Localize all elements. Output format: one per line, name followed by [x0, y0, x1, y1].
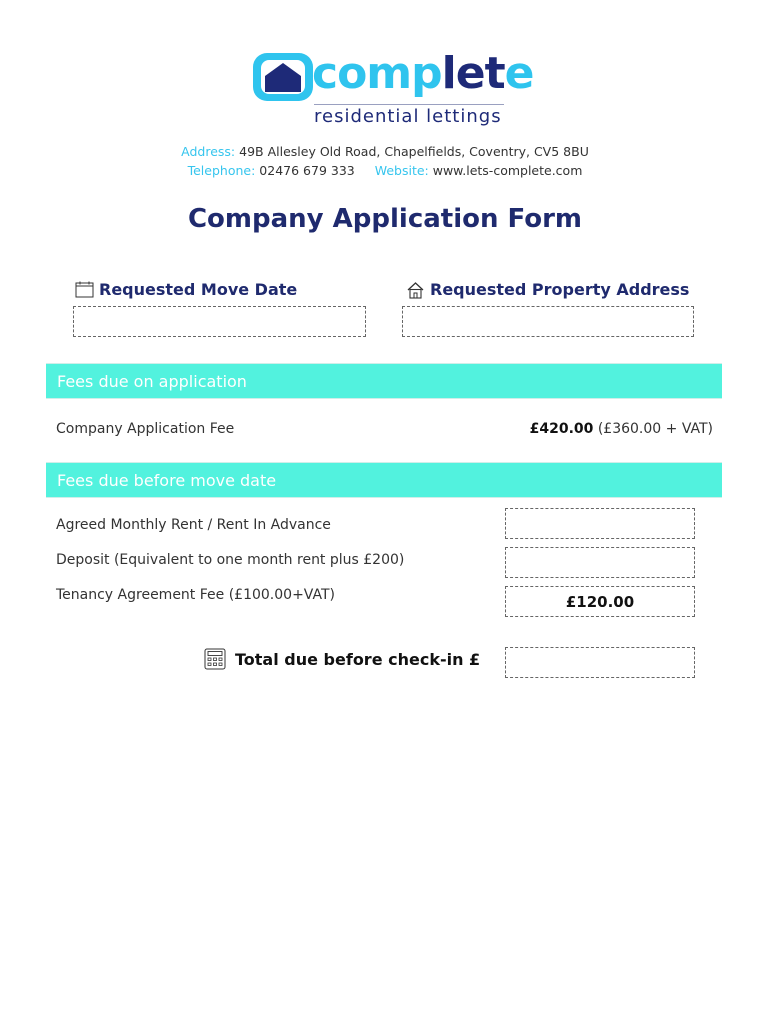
deposit-value [506, 548, 694, 577]
fees-move-header: Fees due before move date [46, 462, 722, 498]
fees-application-header: Fees due on application [46, 363, 722, 399]
page-title: Company Application Form [187, 204, 583, 234]
logo-tagline: residential lettings [314, 106, 502, 127]
logo-divider [314, 104, 504, 105]
phone-web-line [0, 163, 770, 178]
application-fee-amount: £420.00 [529, 421, 594, 437]
move-date-field[interactable] [73, 306, 366, 337]
deposit-field[interactable] [505, 547, 695, 578]
calendar-icon [75, 281, 94, 298]
tenancy-fee-label: Tenancy Agreement Fee (£100.00+VAT) [56, 587, 335, 603]
house-logo-icon [252, 52, 314, 102]
address-label: Address: [181, 144, 236, 159]
telephone-label: Telephone: [187, 163, 256, 178]
application-fee-breakdown: (£360.00 + VAT) [597, 421, 713, 437]
rent-field[interactable] [505, 508, 695, 539]
total-label: Total due before check-in £ [235, 649, 481, 669]
move-date-heading [75, 280, 297, 299]
application-fee-value [530, 421, 713, 437]
website-label: Website: [374, 163, 429, 178]
house-icon [406, 281, 425, 299]
rent-label: Agreed Monthly Rent / Rent In Advance [56, 517, 331, 533]
calculator-icon [204, 648, 226, 670]
property-address-heading [406, 280, 689, 299]
move-date-label: Requested Move Date [99, 280, 298, 299]
total-field[interactable] [505, 647, 695, 678]
property-address-field[interactable] [402, 306, 694, 337]
address-value: 49B Allesley Old Road, Chapelfields, Coventry, CV5 8BU [239, 144, 589, 159]
logo-wordmark: complete [312, 48, 534, 99]
telephone-value: 02476 679 333 [259, 163, 355, 178]
total-value [506, 648, 694, 677]
total-heading [204, 648, 480, 670]
tenancy-fee-field[interactable] [505, 586, 695, 617]
address-line [0, 144, 770, 159]
website-value[interactable]: www.lets-complete.com [432, 163, 583, 178]
property-address-label: Requested Property Address [430, 280, 690, 299]
rent-value [506, 509, 694, 538]
tenancy-fee-value: £120.00 [565, 592, 635, 611]
deposit-label: Deposit (Equivalent to one month rent plus £200) [56, 552, 405, 568]
company-logo [252, 48, 534, 132]
application-fee-label: Company Application Fee [56, 421, 235, 437]
